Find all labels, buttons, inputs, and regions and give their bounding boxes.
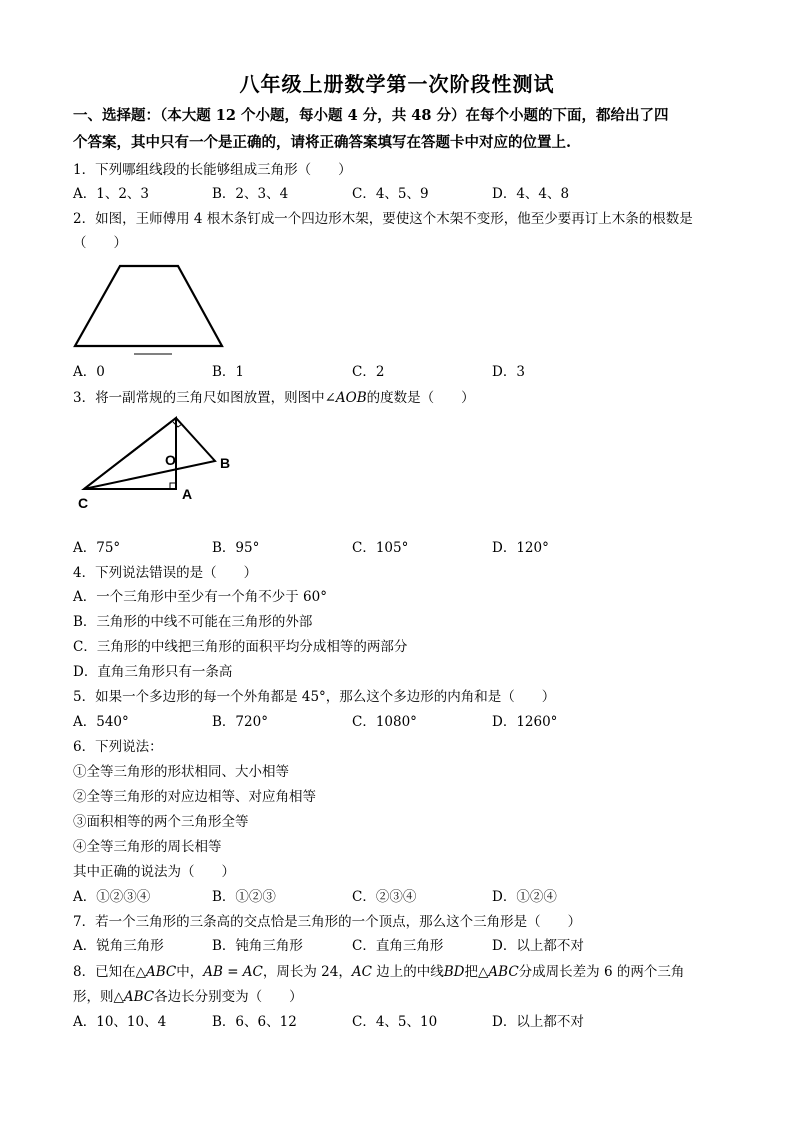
- q2-option-d: D．3: [492, 364, 525, 380]
- q2-option-a: A．0: [73, 364, 105, 380]
- q6-statement-2: ②全等三角形的对应边相等、对应角相等: [73, 789, 316, 805]
- q7-option-d: D．以上都不对: [492, 938, 584, 954]
- q1-option-a: A．1、2、3: [73, 186, 150, 202]
- q5-option-a: A．540°: [73, 714, 129, 730]
- q7-option-b: B．钝角三角形: [212, 938, 303, 954]
- q6-stem: 6．下列说法：: [73, 739, 163, 755]
- q8-text-2: 中，: [176, 964, 204, 980]
- q8-math-triangle-3: △ABC: [113, 989, 155, 1005]
- q3-option-b: B．95°: [212, 540, 260, 556]
- q2-stem-line1: 2．如图，王师傅用 4 根木条钉成一个四边形木架，要使这个木架不变形，他至少要再订上木条的根数是: [73, 211, 693, 227]
- q6-option-d: D．①②④: [492, 889, 557, 905]
- q6-option-c: C．②③④: [352, 889, 417, 905]
- q3-options: [73, 536, 723, 556]
- q8-math-bd: BD: [443, 964, 465, 980]
- q8-option-c: C．4、5、10: [352, 1014, 438, 1030]
- q1-stem: 1．下列哪组线段的长能够组成三角形（ ）: [73, 162, 352, 178]
- label-c: C: [78, 495, 89, 511]
- q2-option-c: C．2: [352, 364, 385, 380]
- q3-stem-angle: ∠AOB: [324, 390, 367, 406]
- q8-math-triangle-2: △ABC: [478, 964, 519, 980]
- trapezoid-frame: [75, 266, 222, 346]
- q8-math-triangle: △ABC: [135, 964, 177, 980]
- q1-option-c: C．4、5、9: [352, 186, 429, 202]
- exam-title: 八年级上册数学第一次阶段性测试: [239, 72, 555, 96]
- q8-math-ab-eq-ac: AB = AC: [203, 964, 263, 980]
- q6-statement-3: ③面积相等的两个三角形全等: [73, 814, 249, 830]
- triangle-cdb: [84, 418, 215, 489]
- section-heading-line2: 个答案，其中只有一个是正确的，请将正确答案填写在答题卡中对应的位置上.: [73, 134, 572, 151]
- q1-options: [73, 182, 723, 202]
- label-o: O: [165, 452, 176, 468]
- q6-statement-4: ④全等三角形的周长相等: [73, 839, 222, 855]
- q4-choice-b: B．三角形的中线不可能在三角形的外部: [73, 614, 313, 630]
- q2-stem-line2: （ ）: [73, 235, 127, 251]
- label-b: B: [220, 455, 231, 471]
- label-a: A: [182, 486, 193, 502]
- set-squares-figure: [74, 410, 244, 518]
- q8-options: [73, 1010, 723, 1030]
- q7-option-c: C．直角三角形: [352, 938, 444, 954]
- q8-option-d: D．以上都不对: [492, 1014, 584, 1030]
- q8-option-a: A．10、10、4: [73, 1014, 167, 1030]
- q6-statement-1: ①全等三角形的形状相同、大小相等: [73, 764, 289, 780]
- q3-option-a: A．75°: [73, 540, 121, 556]
- q8-math-ac: AC: [351, 964, 372, 980]
- q8-text-3: ，周长为 24，: [262, 964, 352, 980]
- q4-choice-c: C．三角形的中线把三角形的面积平均分成相等的两部分: [73, 639, 408, 655]
- q8-text-8: 各边长分别变为（ ）: [154, 989, 303, 1005]
- q4-stem: 4．下列说法错误的是（ ）: [73, 565, 258, 581]
- q6-option-a: A．①②③④: [73, 889, 151, 905]
- q5-option-c: C．1080°: [352, 714, 417, 730]
- q3-option-d: D．120°: [492, 540, 549, 556]
- q7-option-a: A．锐角三角形: [73, 938, 164, 954]
- q8-option-b: B．6、6、12: [212, 1014, 297, 1030]
- q2-options: [73, 360, 723, 380]
- q4-choice-a: A．一个三角形中至少有一个角不少于 60°: [73, 589, 327, 605]
- q8-text-1: 8．已知在: [73, 964, 136, 980]
- q3-stem: [73, 386, 475, 406]
- q1-option-d: D．4、4、8: [492, 186, 570, 202]
- q5-option-b: B．720°: [212, 714, 268, 730]
- q7-stem: 7．若一个三角形的三条高的交点恰是三角形的一个顶点，那么这个三角形是（ ）: [73, 914, 582, 930]
- q8-text-7: 形，则: [73, 989, 114, 1005]
- q7-options: [73, 934, 723, 954]
- q5-option-d: D．1260°: [492, 714, 558, 730]
- q3-stem-suffix: 的度数是（ ）: [366, 390, 475, 406]
- q6-ask: 其中正确的说法为（ ）: [73, 864, 235, 880]
- q3-stem-prefix: 3．将一副常规的三角尺如图放置，则图中: [73, 390, 325, 406]
- q6-options: [73, 885, 723, 905]
- section-heading-line1: 一、选择题：（本大题 12 个小题，每小题 4 分，共 48 分）在每个小题的下面，都给出了四: [73, 107, 669, 124]
- q8-text-5: 把: [464, 964, 479, 980]
- q2-option-b: B．1: [212, 364, 245, 380]
- q8-stem-line1: [73, 960, 684, 980]
- trapezoid-figure: [70, 262, 230, 358]
- q5-stem: 5．如果一个多边形的每一个外角都是 45°，那么这个多边形的内角和是（ ）: [73, 689, 556, 705]
- q8-stem-line2: [73, 985, 303, 1005]
- q8-text-6: 分成周长差为 6 的两个三角: [518, 964, 685, 980]
- q3-option-c: C．105°: [352, 540, 409, 556]
- q6-option-b: B．①②③: [212, 889, 276, 905]
- q8-text-4: 边上的中线: [371, 964, 444, 980]
- q1-option-b: B．2、3、4: [212, 186, 289, 202]
- q5-options: [73, 710, 723, 730]
- q4-choice-d: D．直角三角形只有一条高: [73, 664, 233, 680]
